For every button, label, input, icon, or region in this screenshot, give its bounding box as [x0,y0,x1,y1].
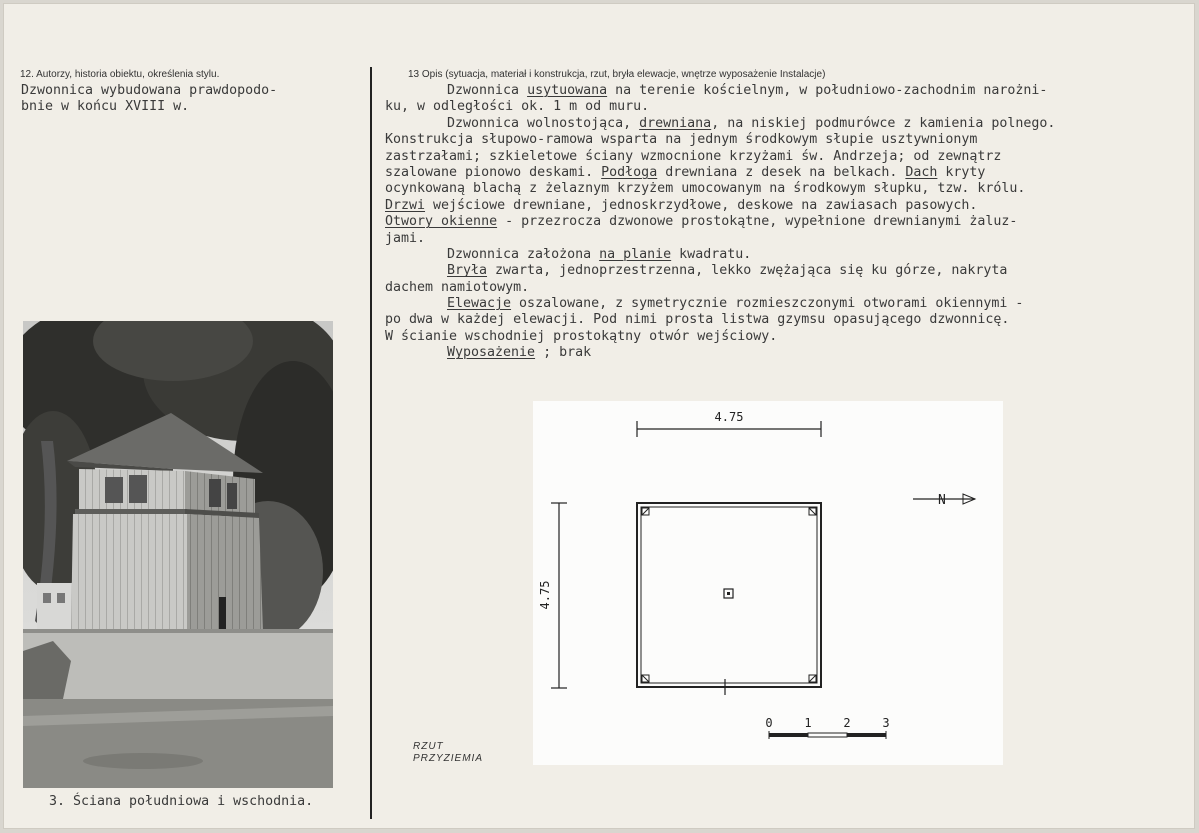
desc-line: Wyposażenie ; brak [447,345,592,361]
plan-label-line-1: RZUT [413,741,444,752]
section-13-header: 13 Opis (sytuacja, materiał i konstrukcja, rzut, bryła elewacje, wnętrze wyposażenie Instalacje) [408,69,826,80]
north-arrow-label: N [938,493,946,508]
desc-line: dachem namiotowym. [385,279,530,295]
desc-line: Dzwonnica wolnostojąca, drewniana, na niskiej podmurówce z kamienia polnego. [447,115,1056,131]
plan-label-line-2: PRZYZIEMIA [413,753,484,764]
desc-line: po dwa w każdej elewacji. Pod nimi prosta listwa gzymsu opasującego dzwonnicę. [385,312,1010,328]
desc-line: Dzwonnica usytuowana na terenie kościelnym, w południowo-zachodnim narożni- [447,83,1048,98]
desc-line: Elewacje oszalowane, z symetrycznie rozmieszczonymi otworami okiennymi - [447,296,1024,312]
belltower-photo [23,321,333,788]
history-line-2: bnie w końcu XVIII w. [21,99,190,115]
photo-caption: 3. Ściana południowa i wschodnia. [49,794,314,809]
column-divider [370,67,372,819]
history-line-1: Dzwonnica wybudowana prawdopodo- [21,83,278,98]
desc-line: ocynkowaną blachą z żelaznym krzyżem umocowanym na środkowym słupku, tzw. królu. [385,181,1026,197]
scale-label-2: 2 [843,716,851,730]
desc-line: Drzwi wejściowe drewniane, jednoskrzydłowe, deskowe na zawiasach pasowych. [385,197,978,213]
desc-line: Dzwonnica założona na planie kwadratu. [447,246,752,262]
inventory-card [3,3,1195,829]
scale-label-1: 1 [804,716,812,730]
dim-top-label: 4.75 [714,410,744,424]
desc-line: Otwory okienne - przezrocza dzwonowe prostokątne, wypełnione drewnianymi żaluz- [385,214,1018,230]
dim-left-label: 4.75 [538,580,552,610]
floor-plan-sheet [533,401,1003,765]
desc-line: ku, w odległości ok. 1 m od muru. [385,99,650,115]
desc-line: zastrzałami; szkieletowe ściany wzmocnione krzyżami św. Andrzeja; od zewnątrz [385,148,1002,164]
desc-line: Bryła zwarta, jednoprzestrzenna, lekko zwężająca się ku górze, nakryta [447,263,1008,279]
scale-label-0: 0 [765,716,773,730]
desc-line: Konstrukcja słupowo-ramowa wsparta na jednym środkowym słupie usztywnionym [385,132,978,148]
floor-plan-drawing [533,401,1003,765]
scale-label-3: 3 [882,716,890,730]
desc-line: szalowane pionowo deskami. Podłoga drewniana z desek na belkach. Dach kryty [385,164,986,180]
section-12-header: 12. Autorzy, historia obiektu, określenia stylu. [20,69,220,80]
description-text [385,83,1055,362]
plan-label [413,741,483,765]
history-text [21,83,277,116]
desc-line: jami. [385,230,426,246]
desc-line: W ścianie wschodniej prostokątny otwór wejściowy. [385,328,778,344]
